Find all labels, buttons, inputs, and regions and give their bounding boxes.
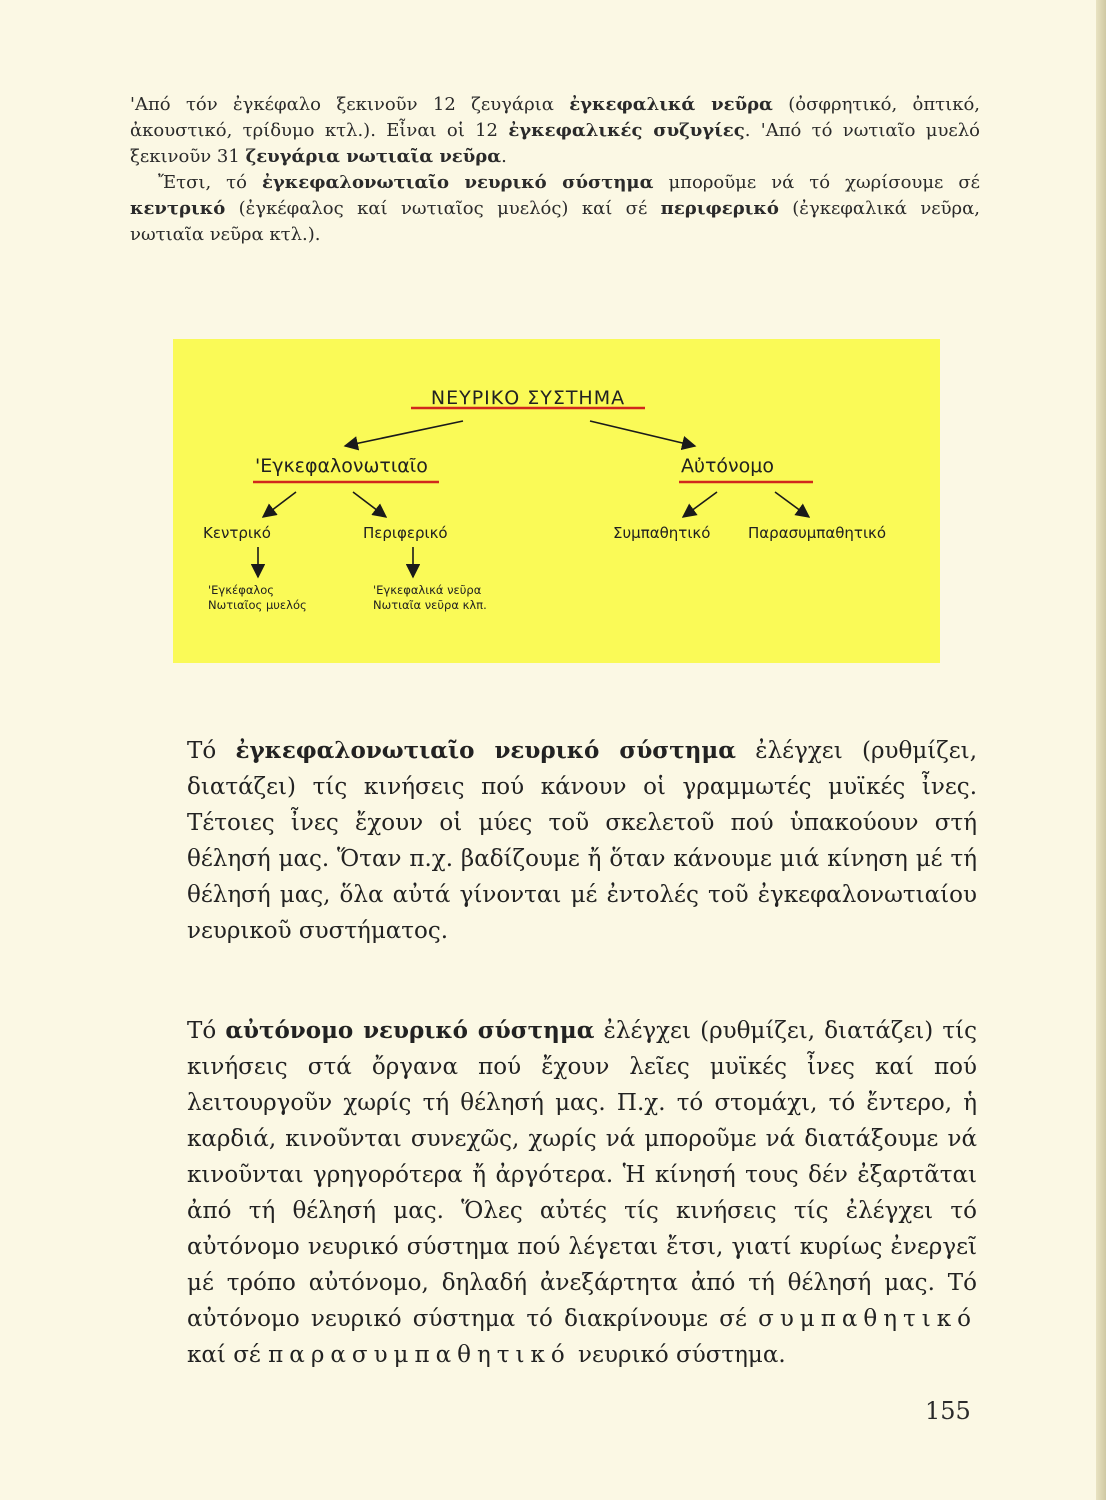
arrow-sympathetic	[683, 492, 717, 517]
intro-paragraph-1	[130, 92, 980, 170]
nervous-system-diagram	[173, 339, 940, 663]
text: 'Από τόν ἐγκέφαλο ξεκινοῦν 12 ζευγάρια	[130, 94, 570, 115]
text: .	[501, 146, 507, 167]
paragraph-cerebrospinal-text	[187, 733, 977, 949]
arrow-parasympathetic	[775, 492, 809, 517]
text: (ἐγκεφαλικά νεῦρα, νωτιαῖα νεῦρα κτλ.).	[130, 198, 980, 245]
bold-term: αὐτόνομο νευρικό σύστημα	[225, 1017, 595, 1044]
text: Τό	[187, 1018, 226, 1044]
node-autonomic: Αὐτόνομο	[681, 455, 775, 477]
text: Τό	[187, 738, 236, 764]
arrow-peripheral	[353, 492, 386, 517]
text: νευρικό σύστημα.	[570, 1342, 786, 1368]
text: Ἔτσι, τό	[158, 172, 262, 193]
intro-paragraph-2	[130, 170, 980, 248]
node-central: Κεντρικό	[203, 524, 271, 542]
text: . 'Από τό νωτιαῖο μυελό ξεκινοῦν 31	[130, 120, 980, 167]
page-edge	[1096, 0, 1106, 1500]
text: (ἐγκέφαλος καί νωτιαῖος μυελός) καί σέ	[225, 198, 661, 219]
bold-term: ζευγάρια νωτιαῖα νεῦρα	[245, 146, 502, 167]
paragraph-autonomic	[187, 1013, 977, 1373]
central-detail-spinal-cord: Νωτιαῖος μυελός	[208, 598, 307, 612]
text: μποροῦμε νά τό χωρίσουμε σέ	[653, 172, 980, 193]
central-detail-brain: 'Εγκέφαλος	[208, 583, 274, 597]
branch-arrow-right	[590, 421, 695, 446]
bold-term: ἐγκεφαλικά νεῦρα	[569, 94, 773, 115]
branch-arrow-left	[345, 421, 463, 446]
node-peripheral: Περιφερικό	[363, 524, 448, 542]
intro-text	[130, 92, 980, 248]
text: ἐλέγχει (ρυθμίζει, διατάζει) τίς κινήσεις στά ὄργανα πού ἔχουν λεῖες μυϊκές ἶνες καί πού λειτουργοῦν χωρίς τή θέλησή μας. Π.χ. τό στομάχι, τό ἔντερο, ἡ καρδιά, κινοῦνται συνεχῶς, χωρίς νά μποροῦμε νά διατάξουμε νά κινοῦνται γρηγορότερα ἤ ἀργότερα. Ἡ κίνησή τους δέν ἐξαρτᾶται ἀπό τή θέλησή μας. Ὅλες αὐτές τίς κινήσεις τίς ἐλέγχει τό αὐτόνομο νευρικό σύστημα πού λέγεται ἔτσι, γιατί κυρίως ἐνεργεῖ μέ τρόπο αὐτόνομο, δηλαδή ἀνεξάρτητα ἀπό τή θέλησή μας. Τό αὐτόνομο νευρικό σύστημα τό διακρίνουμε σέ	[187, 1018, 977, 1332]
node-parasympathetic: Παρασυμπαθητικό	[748, 524, 887, 542]
spaced-term: παρασυμπαθητικό	[268, 1342, 571, 1368]
text: (ὀσφρητικό, ὀπτικό, ἀκουστικό, τρίδυμο κτλ.). Εἶναι οἱ 12	[130, 94, 981, 141]
diagram-title: ΝΕΥΡΙΚΟ ΣΥΣΤΗΜΑ	[430, 387, 626, 409]
peripheral-detail-cranial: 'Εγκεφαλικά νεῦρα	[373, 583, 482, 597]
page-number: 155	[925, 1397, 971, 1425]
node-sympathetic: Συμπαθητικό	[613, 524, 711, 542]
text: καί σέ	[187, 1342, 269, 1368]
peripheral-detail-spinal: Νωτιαῖα νεῦρα κλπ.	[373, 598, 487, 612]
arrow-central	[263, 492, 296, 517]
bold-term: περιφερικό	[660, 198, 779, 219]
central-detail	[208, 583, 307, 613]
text: ἐλέγχει (ρυθμίζει, διατάζει) τίς κινήσεις πού κάνουν οἱ γραμμωτές μυϊκές ἶνες. Τέτοιες ἶνες ἔχουν οἱ μύες τοῦ σκελετοῦ πού ὑπακούουν στή θέλησή μας. Ὅταν π.χ. βαδίζουμε ἤ ὅταν κάνουμε μιά κίνηση μέ τή θέλησή μας, ὅλα αὐτά γίνονται μέ ἐντολές τοῦ ἐγκεφαλονωτιαίου νευρικοῦ συστήματος.	[187, 738, 977, 944]
spaced-term: συμπαθητικό	[758, 1306, 977, 1332]
node-cerebrospinal: 'Εγκεφαλονωτιαῖο	[255, 455, 428, 477]
peripheral-detail	[373, 583, 487, 613]
bold-term: ἐγκεφαλονωτιαῖο νευρικό σύστημα	[261, 172, 654, 193]
paragraph-cerebrospinal	[187, 733, 977, 949]
bold-term: ἐγκεφαλονωτιαῖο νευρικό σύστημα	[235, 737, 736, 764]
bold-term: κεντρικό	[130, 198, 226, 219]
bold-term: ἐγκεφαλικές συζυγίες	[508, 120, 745, 141]
paragraph-autonomic-text	[187, 1013, 977, 1373]
